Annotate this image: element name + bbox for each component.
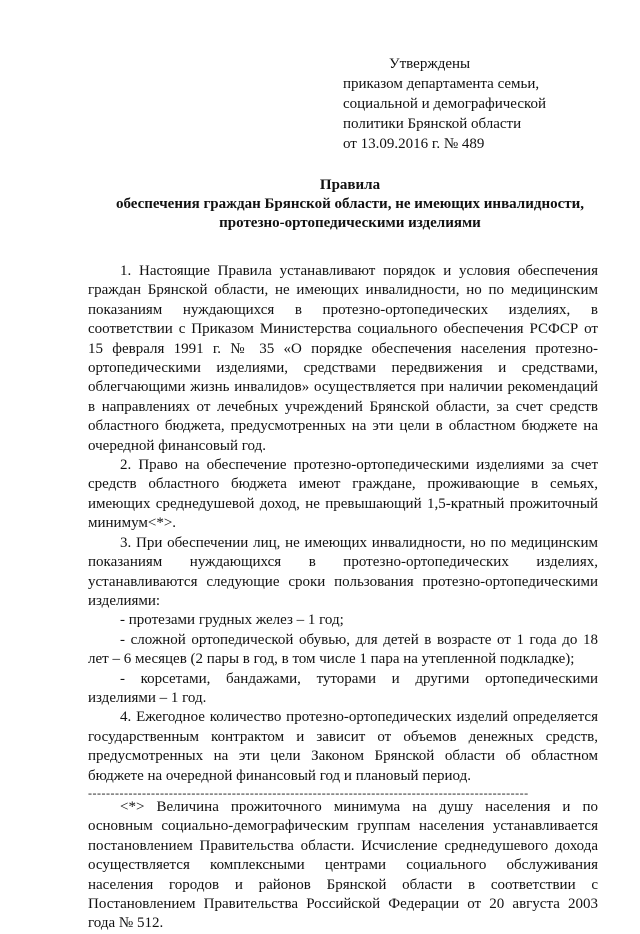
list-item: - корсетами, бандажами, туторами и другими ортопедическими изделиями – 1 год. — [88, 670, 598, 706]
approval-date: от 13.09.2016 г. № 489 — [343, 136, 485, 152]
document-body — [88, 262, 598, 934]
list-item: - протезами грудных желез – 1 год; — [120, 612, 344, 629]
paragraph-2: 2. Право на обеспечение протезно-ортопедическими изделиями за счет средств областного бюджета имеют граждане, проживающие в семьях, имеющих среднедушевой доход, не превышающий 1,5-кратный прожиточный минимум<*>. — [88, 457, 598, 532]
footnote-separator: -------------------------------------------------------------------------------------------------- — [88, 787, 529, 798]
approval-block — [343, 54, 623, 154]
title-line: обеспечения граждан Брянской области, не имеющих инвалидности, — [115, 196, 585, 212]
paragraph-3: 3. При обеспечении лиц, не имеющих инвалидности, но по медицинским показаниям нуждающихся в протезно-ортопедических изделиях, устанавливаются следующие сроки пользования протезно-ортопедическими изделиями: — [88, 534, 598, 609]
approval-heading: Утверждены — [389, 56, 471, 72]
title-line: Правила — [319, 177, 381, 193]
footnote: <*> Величина прожиточного минимума на душу населения и по основным социально-демографическим группам населения устанавливается постановлением Правительства области. Исчисление среднедушевого дохода осуществляется комплексными центрами социального обслуживания населения городов и районов Брянской области в соответствии с Постановлением Правительства Российской Федерации от 20 августа 2003 года № 512. — [88, 798, 598, 932]
approval-line: социальной и демографической — [343, 96, 547, 112]
list-item: - сложной ортопедической обувью, для детей в возрасте от 1 года до 18 лет – 6 месяцев (2 пары в год, в том числе 1 пара на утепленной подкладке); — [88, 631, 598, 668]
approval-line: политики Брянской области — [343, 116, 522, 132]
approval-line: приказом департамента семьи, — [343, 76, 540, 92]
paragraph-4: 4. Ежегодное количество протезно-ортопедических изделий определяется государственным контрактом и зависит от объемов денежных средств, предусмотренных на эти цели Законом Брянской области об областном бюджете на очередной финансовый год и плановый период. — [88, 709, 598, 784]
title-line: протезно-ортопедическими изделиями — [219, 215, 481, 231]
paragraph-1: 1. Настоящие Правила устанавливают порядок и условия обеспечения граждан Брянской области, не имеющих инвалидности, но по медицинским показаниям нуждающихся в протезно-ортопедических изделиях, в соответствии с Приказом Министерства социального обеспечения РСФСР от 15 февраля 1991 г. № 35 «О порядке обеспечения населения протезно-ортопедическими изделиями, средствами передвижения и средствами, облегчающими жизнь инвалидов» осуществляется при наличии рекомендаций в направлениях от лечебных учреждений Брянской области, за счет средств областного бюджета, предусмотренных на эти цели в областном бюджете на очередной финансовый год. — [88, 263, 598, 454]
document-title — [60, 176, 640, 233]
